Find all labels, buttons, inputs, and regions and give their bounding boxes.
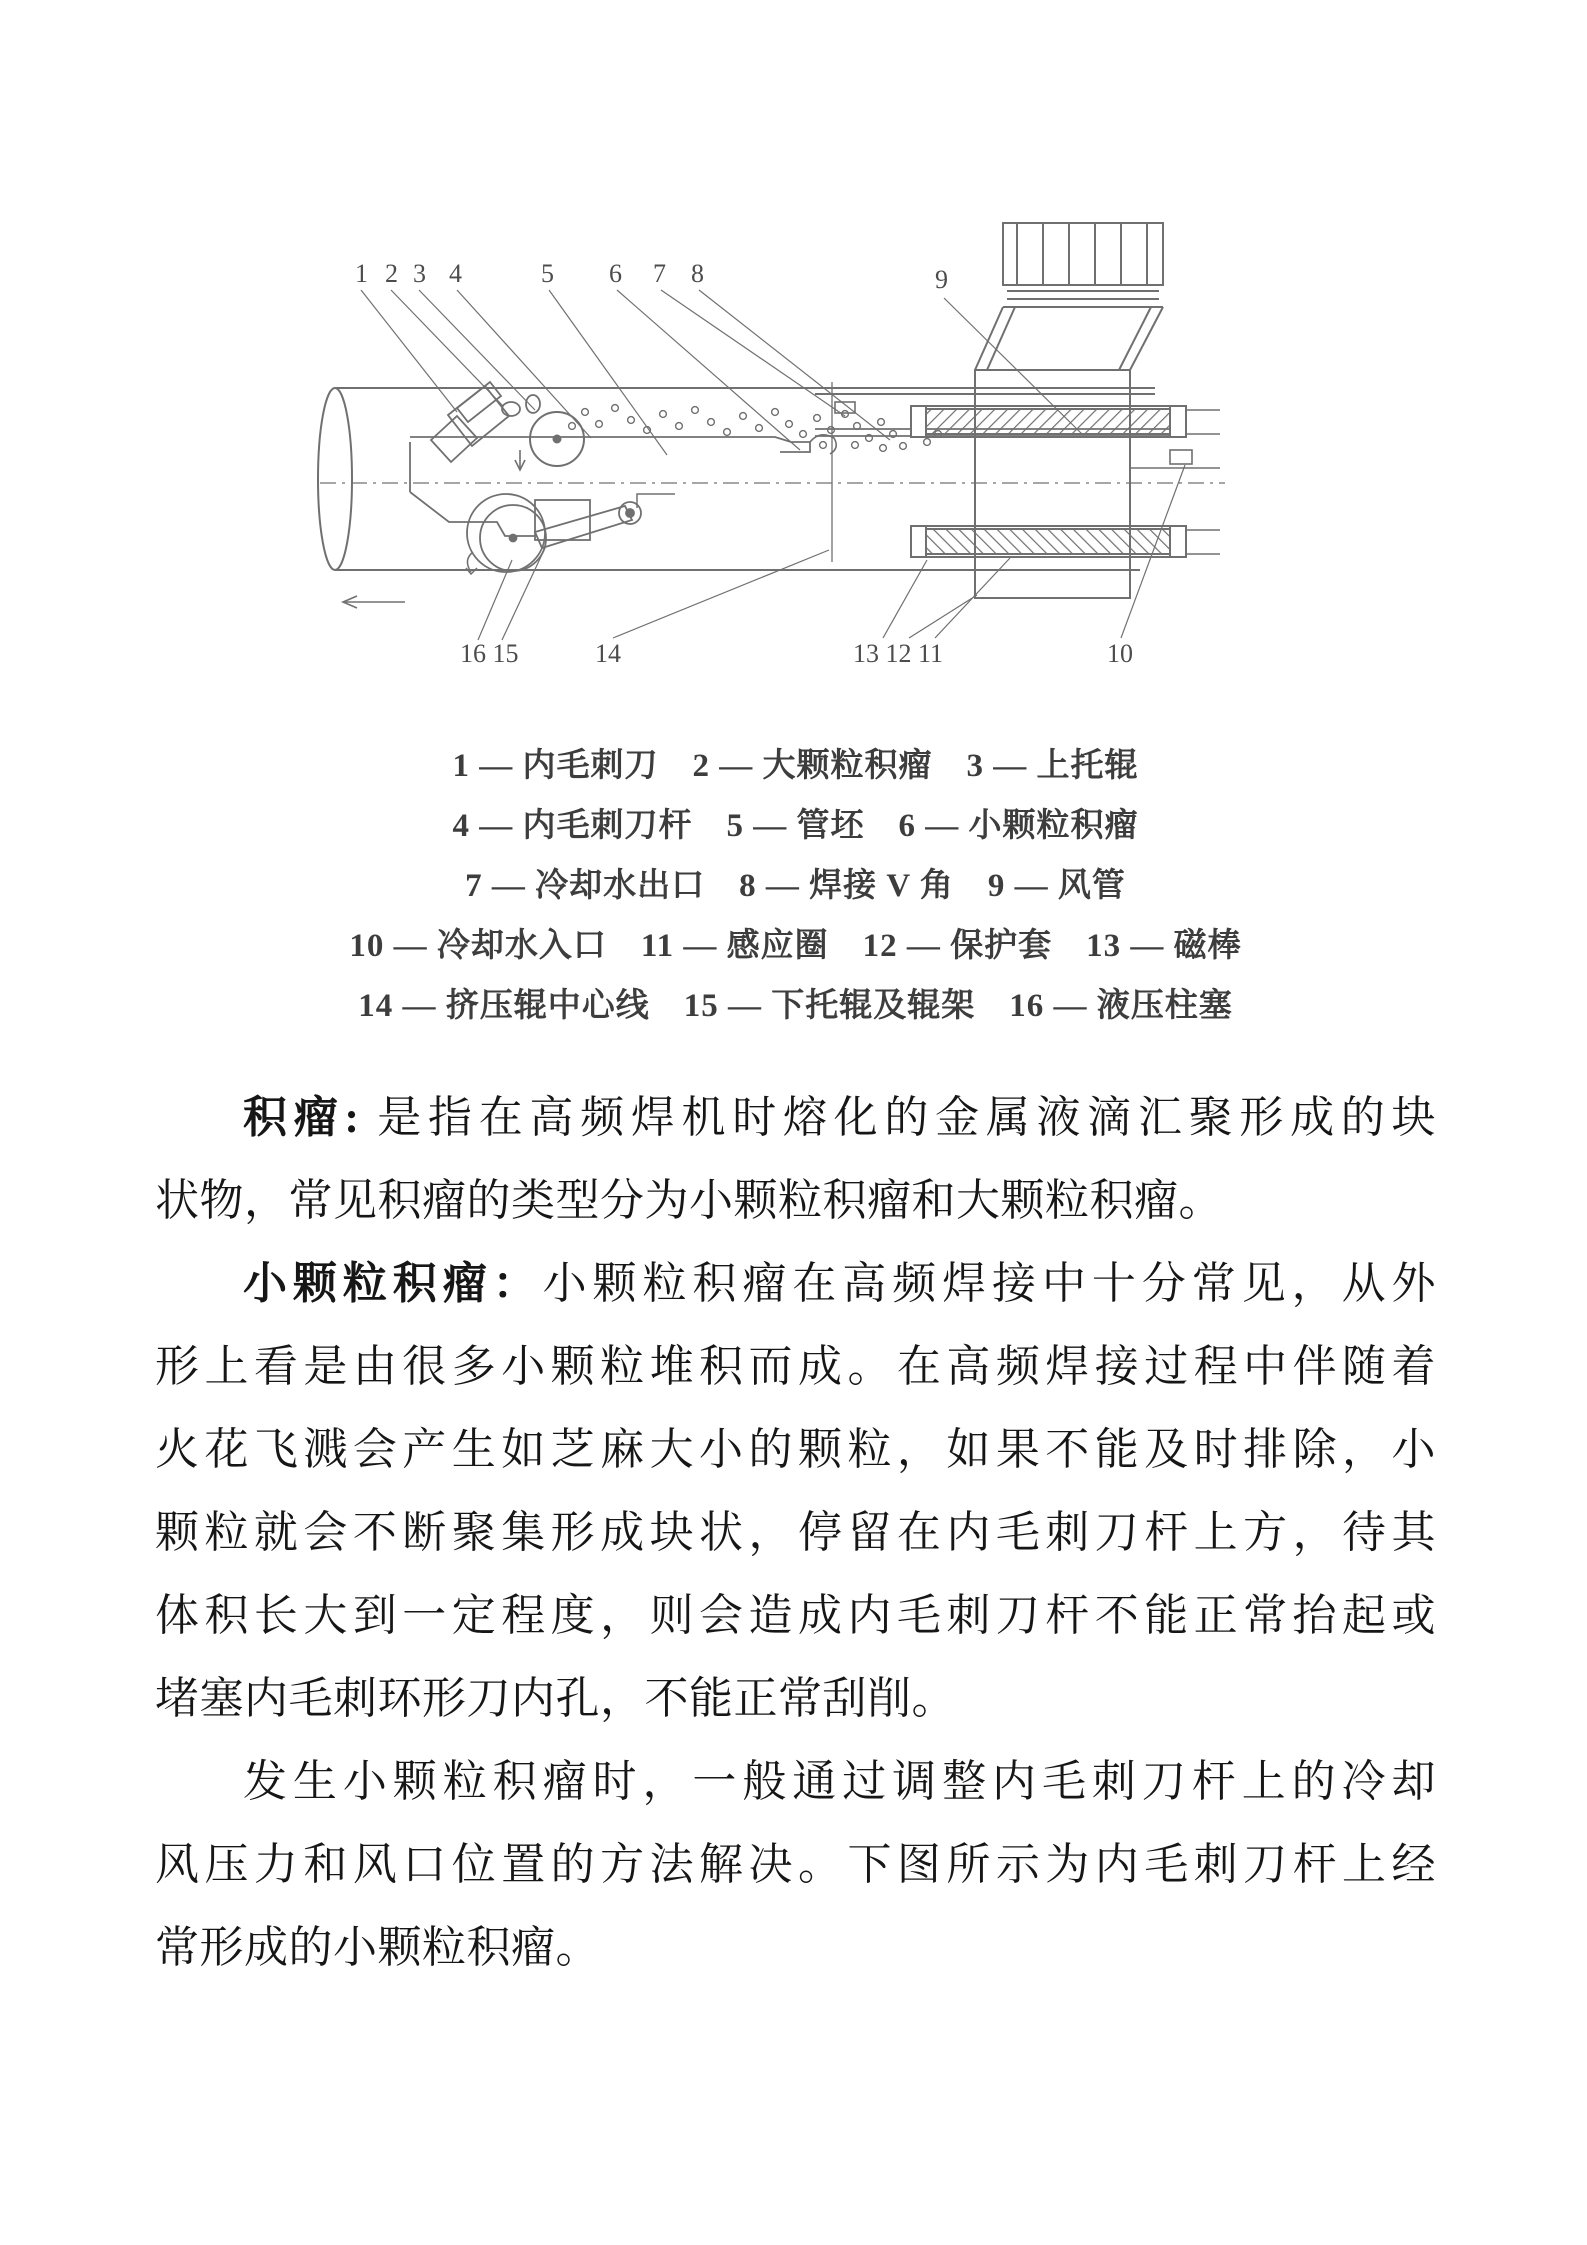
induction-coil (911, 406, 1186, 557)
burr-cutter-bar (410, 429, 1170, 522)
body-line: 堵塞内毛刺环形刀内孔，不能正常刮削。 (155, 1674, 956, 1723)
body-line: 形上看是由很多小颗粒堆积而成。在高频焊接过程中伴随着 (155, 1342, 1436, 1391)
body-line: 体积长大到一定程度，则会造成内毛刺刀杆不能正常抬起或 (155, 1591, 1436, 1640)
direction-arrow (343, 596, 405, 608)
callout-10: 10 (1107, 639, 1133, 668)
callout-9: 9 (935, 265, 948, 294)
figure-legend (155, 736, 1436, 1036)
leader-lines (361, 290, 1185, 640)
term-jiliu: 积瘤: (243, 1093, 360, 1142)
callout-13-12-11: 13 12 11 (853, 639, 944, 668)
spatter-particles (569, 405, 942, 452)
callout-16-15: 16 15 (460, 639, 519, 668)
lower-roller-assembly (466, 494, 675, 574)
down-arrow (515, 450, 525, 470)
diagram-callouts (355, 259, 1133, 668)
upper-support-roller (530, 412, 584, 466)
large-particle-buildup (502, 395, 540, 416)
callout-4: 4 (449, 259, 462, 288)
body-line: 发生小颗粒积瘤时，一般通过调整内毛刺刀杆上的冷却 (243, 1757, 1436, 1806)
callout-1: 1 (355, 259, 368, 288)
callout-14: 14 (595, 639, 621, 668)
body-line: 常形成的小颗粒积瘤。 (155, 1923, 600, 1972)
air-duct (975, 223, 1163, 370)
legend-line-3: 7 — 冷却水出口 8 — 焊接 V 角 9 — 风管 (465, 868, 1126, 904)
callout-8: 8 (691, 259, 704, 288)
callout-7: 7 (653, 259, 666, 288)
legend-line-5: 14 — 挤压辊中心线 15 — 下托辊及辊架 16 — 液压柱塞 (358, 988, 1233, 1024)
callout-6: 6 (609, 259, 622, 288)
legend-line-1: 1 — 内毛刺刀 2 — 大颗粒积瘤 3 — 上托辊 (452, 748, 1139, 784)
body-line: 积瘤: 是指在高频焊机时熔化的金属液滴汇聚形成的块 (243, 1093, 1436, 1142)
legend-line-2: 4 — 内毛刺刀杆 5 — 管坯 6 — 小颗粒积瘤 (452, 808, 1139, 844)
welding-machine-figure (235, 150, 1235, 680)
callout-3: 3 (413, 259, 426, 288)
term-small-particle: 小颗粒积瘤： (243, 1259, 543, 1308)
body-line: 状物，常见积瘤的类型分为小颗粒积瘤和大颗粒积瘤。 (155, 1176, 1223, 1225)
callout-5: 5 (541, 259, 554, 288)
welding-diagram (235, 150, 1235, 680)
legend-line-4: 10 — 冷却水入口 11 — 感应圈 12 — 保护套 13 — 磁棒 (349, 928, 1242, 964)
body-line: 小颗粒积瘤：小颗粒积瘤在高频焊接中十分常见，从外 (243, 1259, 1436, 1308)
body-line: 风压力和风口位置的方法解决。下图所示为内毛刺刀杆上经 (155, 1840, 1436, 1889)
callout-2: 2 (385, 259, 398, 288)
body-line: 火花飞溅会产生如芝麻大小的颗粒，如果不能及时排除，小 (155, 1425, 1436, 1474)
body-text (155, 1076, 1436, 1989)
body-line: 颗粒就会不断聚集形成块状，停留在内毛刺刀杆上方，待其 (155, 1508, 1436, 1557)
